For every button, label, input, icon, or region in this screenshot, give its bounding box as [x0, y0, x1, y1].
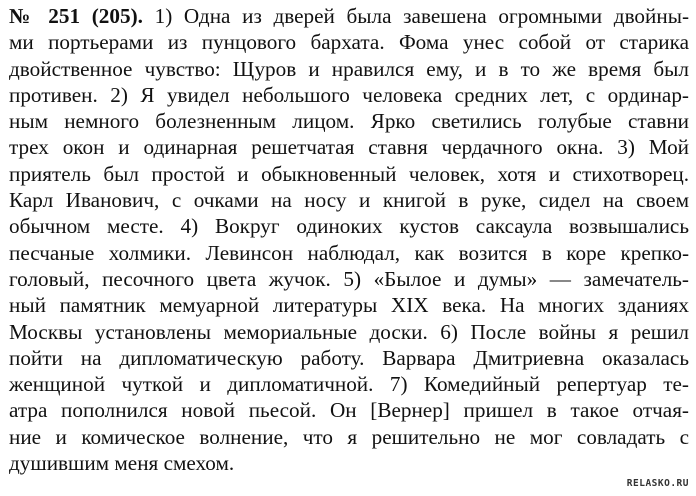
- text-line-5: ным немного болезненным лицом. Ярко светились голубые ставни: [9, 109, 689, 134]
- text-line-13: Москвы установлены мемориальные доски. 6) После войны я решил: [9, 319, 689, 344]
- text-line-1-body: 1) Одна из дверей была завешена огромными двойны-: [142, 4, 689, 28]
- text-line-16: атра пополнился новой пьесой. Он [Вернер] пришел в такое отчая-: [9, 398, 689, 423]
- text-line-11: головый, песочного цвета жучок. 5) «Былое и думы» — замечатель-: [9, 266, 689, 291]
- text-line-6: трех окон и одинарная решетчатая ставня чердачного окна. 3) Мой: [9, 135, 689, 160]
- text-line-7: приятель был простой и обыкновенный человек, хотя и стихотворец.: [9, 161, 689, 186]
- text-line-8: Карл Иванович, с очками на носу и книгой в руке, сидел на своем: [9, 188, 689, 213]
- text-line-3: двойственное чувство: Щуров и нравился ему, и в то же время был: [9, 56, 689, 81]
- text-line-4: противен. 2) Я увидел небольшого человека средних лет, с ординар-: [9, 82, 689, 107]
- text-line-14: пойти на дипломатическую работу. Варвара Дмитриевна оказалась: [9, 345, 689, 370]
- site-watermark: RELASKO.RU: [626, 478, 689, 489]
- exercise-text: [9, 3, 689, 476]
- text-line-17: ние и комическое волнение, что я решительно не мог совладать с: [9, 424, 689, 449]
- text-line-2: ми портьерами из пунцового бархата. Фома унес собой от старика: [9, 30, 689, 55]
- exercise-number: № 251 (205).: [9, 4, 143, 28]
- text-line-12: ный памятник мемуарной литературы XIX века. На многих зданиях: [9, 293, 689, 318]
- text-line-9: обычном месте. 4) Вокруг одиноких кустов саксаула возвышались: [9, 214, 689, 239]
- text-line-10: песчаные холмики. Левинсон наблюдал, как возится в коре крепко-: [9, 240, 689, 265]
- text-line-15: женщиной чуткой и дипломатичной. 7) Комедийный репертуар те-: [9, 372, 689, 397]
- text-line-1: [9, 3, 689, 29]
- text-line-18: душившим меня смехом.: [9, 451, 235, 476]
